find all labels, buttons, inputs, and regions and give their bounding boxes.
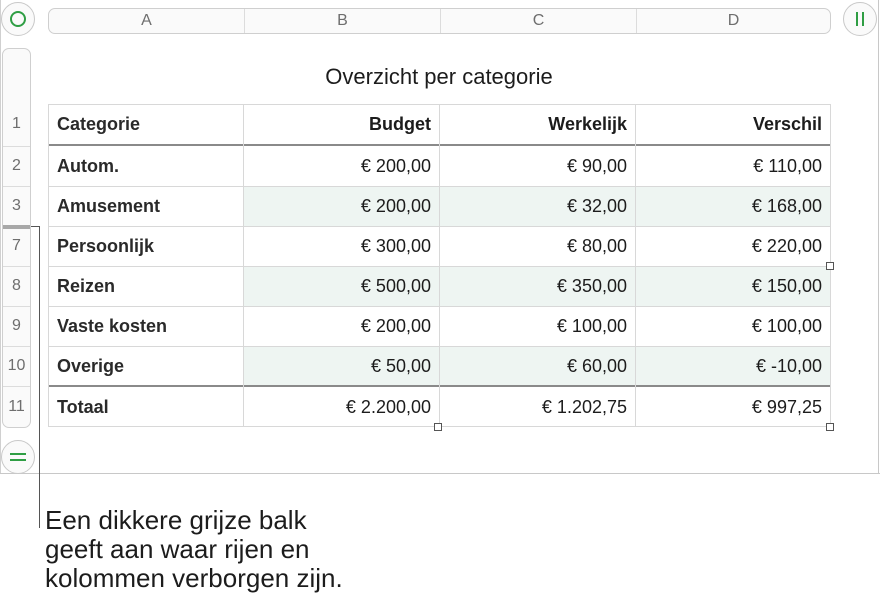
circle-icon bbox=[9, 10, 27, 28]
table-cell[interactable]: € 168,00 bbox=[751, 196, 822, 216]
table-title[interactable]: Overzicht per categorie bbox=[325, 64, 553, 89]
table-cell[interactable]: € -10,00 bbox=[755, 356, 822, 376]
footer-cell[interactable]: € 2.200,00 bbox=[345, 397, 431, 417]
row-header-1[interactable]: 1 bbox=[12, 115, 21, 132]
grid-line bbox=[243, 104, 244, 427]
row-header-9[interactable]: 9 bbox=[12, 317, 21, 334]
table-cell[interactable]: Autom. bbox=[57, 156, 119, 176]
add-column-handle[interactable] bbox=[843, 2, 877, 36]
row-header-bar[interactable] bbox=[2, 48, 31, 428]
table-cell[interactable]: € 80,00 bbox=[566, 236, 627, 256]
footer-cell[interactable]: Totaal bbox=[57, 397, 109, 417]
row-header-10[interactable]: 10 bbox=[7, 357, 26, 374]
equals-icon bbox=[9, 451, 27, 463]
row-divider bbox=[3, 306, 30, 307]
column-header-d[interactable]: D bbox=[727, 12, 740, 29]
header-cell-budget[interactable]: Budget bbox=[369, 114, 431, 134]
table-cell[interactable]: € 300,00 bbox=[360, 236, 431, 256]
row-divider bbox=[3, 386, 30, 387]
table-cell[interactable]: € 50,00 bbox=[370, 356, 431, 376]
table-cell[interactable]: Reizen bbox=[57, 276, 116, 296]
table-cell[interactable]: Persoonlijk bbox=[57, 236, 155, 256]
table-cell[interactable]: € 32,00 bbox=[566, 196, 627, 216]
table-cell[interactable]: € 200,00 bbox=[360, 196, 431, 216]
footer-cell[interactable]: € 997,25 bbox=[751, 397, 822, 417]
table-cell[interactable]: € 100,00 bbox=[751, 316, 822, 336]
table-cell[interactable]: € 350,00 bbox=[556, 276, 627, 296]
table-cell[interactable]: € 220,00 bbox=[751, 236, 822, 256]
table-cell[interactable]: € 60,00 bbox=[566, 356, 627, 376]
table-cell[interactable]: Overige bbox=[57, 356, 125, 376]
resize-handle-corner[interactable] bbox=[826, 423, 834, 431]
resize-handle-right[interactable] bbox=[826, 262, 834, 270]
table-cell[interactable]: € 90,00 bbox=[566, 156, 627, 176]
row-header-11[interactable]: 11 bbox=[8, 398, 25, 415]
callout-line-1: Een dikkere grijze balk bbox=[45, 505, 307, 535]
grid-line bbox=[48, 104, 49, 427]
column-header-c[interactable]: C bbox=[532, 12, 545, 29]
resize-handle-bottom[interactable] bbox=[434, 423, 442, 431]
column-header-a[interactable]: A bbox=[141, 12, 152, 29]
callout-text bbox=[45, 506, 445, 593]
row-divider bbox=[3, 266, 30, 267]
canvas-border bbox=[0, 473, 880, 474]
grid-line bbox=[635, 104, 636, 427]
header-cell-verschil[interactable]: Verschil bbox=[752, 114, 822, 134]
table-cell[interactable]: € 110,00 bbox=[753, 156, 822, 176]
row-header-3[interactable]: 3 bbox=[12, 197, 21, 214]
header-cell-categorie[interactable]: Categorie bbox=[57, 114, 141, 134]
canvas-border bbox=[0, 0, 1, 474]
table-cell[interactable]: € 100,00 bbox=[556, 316, 627, 336]
table-cell[interactable]: € 200,00 bbox=[360, 316, 431, 336]
canvas-border bbox=[878, 0, 879, 474]
data-table[interactable] bbox=[48, 104, 831, 427]
table-cell[interactable]: € 500,00 bbox=[360, 276, 431, 296]
callout-line-2: geeft aan waar rijen en bbox=[45, 534, 310, 564]
double-bar-icon bbox=[853, 11, 867, 27]
row-divider bbox=[3, 186, 30, 187]
table-cell[interactable]: Vaste kosten bbox=[57, 316, 168, 336]
column-header-bar[interactable] bbox=[48, 8, 831, 34]
add-row-handle[interactable] bbox=[1, 440, 35, 474]
table-cell[interactable]: € 150,00 bbox=[751, 276, 822, 296]
callout-line-3: kolommen verborgen zijn. bbox=[45, 563, 343, 593]
table-cell[interactable]: € 200,00 bbox=[360, 156, 431, 176]
callout-line bbox=[39, 226, 40, 528]
row-header-2[interactable]: 2 bbox=[12, 157, 21, 174]
header-cell-werkelijk[interactable]: Werkelijk bbox=[548, 114, 627, 134]
select-table-button[interactable] bbox=[1, 2, 35, 36]
row-divider bbox=[3, 146, 30, 147]
grid-line bbox=[439, 104, 440, 427]
hidden-rows-indicator[interactable] bbox=[3, 225, 30, 229]
table-cell[interactable]: Amusement bbox=[57, 196, 161, 216]
row-header-8[interactable]: 8 bbox=[12, 277, 21, 294]
footer-cell[interactable]: € 1.202,75 bbox=[541, 397, 627, 417]
row-header-7[interactable]: 7 bbox=[12, 237, 21, 254]
row-divider bbox=[3, 346, 30, 347]
column-header-b[interactable]: B bbox=[337, 12, 348, 29]
